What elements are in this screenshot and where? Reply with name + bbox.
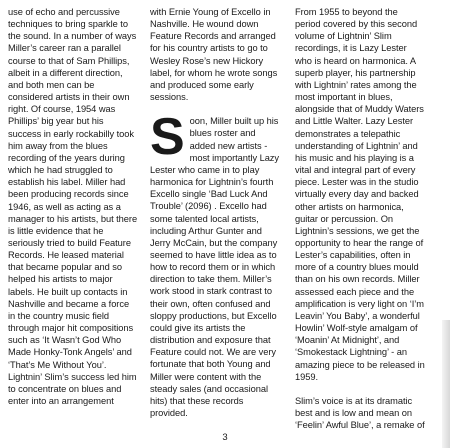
paragraph: use of echo and percussive techniques to bring sparkle to the sound. In a number of ways Miller’s career ran a parallel course to that of Sam Phillips, albeit in a different direction, and both men can be considered artists in their own right. Of course, 1954 was Phillips’ big year but his success in early rockabilly took him away from the blues recording of the years during which he had struggled to establish his label. Miller had been producing records since 1946, as well as acting as a manager to his artists, but there is little evidence that he seriously tried to build Feature Records. He leased material that became popular and so helped his artists to major labels. He built up contacts in Nashville and became a force in the country music field through major hit compositions such as ‘It Wasn’t God Who Made Honky-Tonk Angels’ and ‘That’s Me Without You’. Lightnin’ Slim’s success led him to concentrate on blues and enter into an arrangement — [8, 7, 138, 406]
dropcap-paragraph — [150, 108, 282, 419]
paragraph: Slim’s voice is at its dramatic best and is low and mean on ‘Feelin’ Awful Blue’, a remake of — [295, 395, 425, 431]
drop-cap: S — [150, 108, 185, 167]
text-column-left — [8, 6, 138, 407]
text-column-middle — [150, 6, 282, 419]
page-number: 3 — [222, 432, 228, 443]
paragraph: From 1955 to beyond the period covered by this second volume of Lightnin’ Slim recordings, it is Lazy Lester who is heard on harmonica. A superb player, his partnership with Lightnin’ rates among the most important in blues, alongside that of Muddy Waters and Little Walter. Lazy Lester demonstrates a telepathic understanding of Lightnin’ and his music and his playing is a vital and integral part of every piece. Lester was in the studio virtually every day and backed other artists on harmonica, guitar or percussion. On Lightnin’s sessions, we get the opportunity to hear the range of Lester’s capabilities, often in more of a country blues mould than on his own records. Miller assessed each piece and the amplification is very light on ‘I’m Leavin’ You Baby’, a wonderful Howlin’ Wolf-style amalgam of ‘Moanin’ At Midnight’, and ‘Smokestack Lightning’ - an amazing piece to be released in 1959. — [295, 7, 425, 382]
text-column-right — [295, 6, 425, 431]
page-edge-shadow — [442, 320, 450, 448]
paragraph: with Ernie Young of Excello in Nashville. He wound down Feature Records and arranged for his country artists to go to Wesley Rose’s new Hickory label, for whom he wrote songs and produced some early sessions. — [150, 7, 278, 103]
dropcap-paragraph-text: oon, Miller built up his blues roster and added new artists - most importantly Lazy Lester who came in to play harmonica for Lightnin’s fourth Excello single ‘Bad Luck And Trouble’ (2096) . Excello had some talented local artists, including Arthur Gunter and Jerry McCain, but the company seemed to have little idea as to how to record them or in which direction to take them. Miller’s work stood in stark contrast to their own, often confused and sloppy productions, but Excello could give its artists the distribution and exposure that Feature could not. We are very fortunate that both Young and Miller were content with the steady sales (and occasional hits) that these records provided. — [150, 116, 280, 418]
